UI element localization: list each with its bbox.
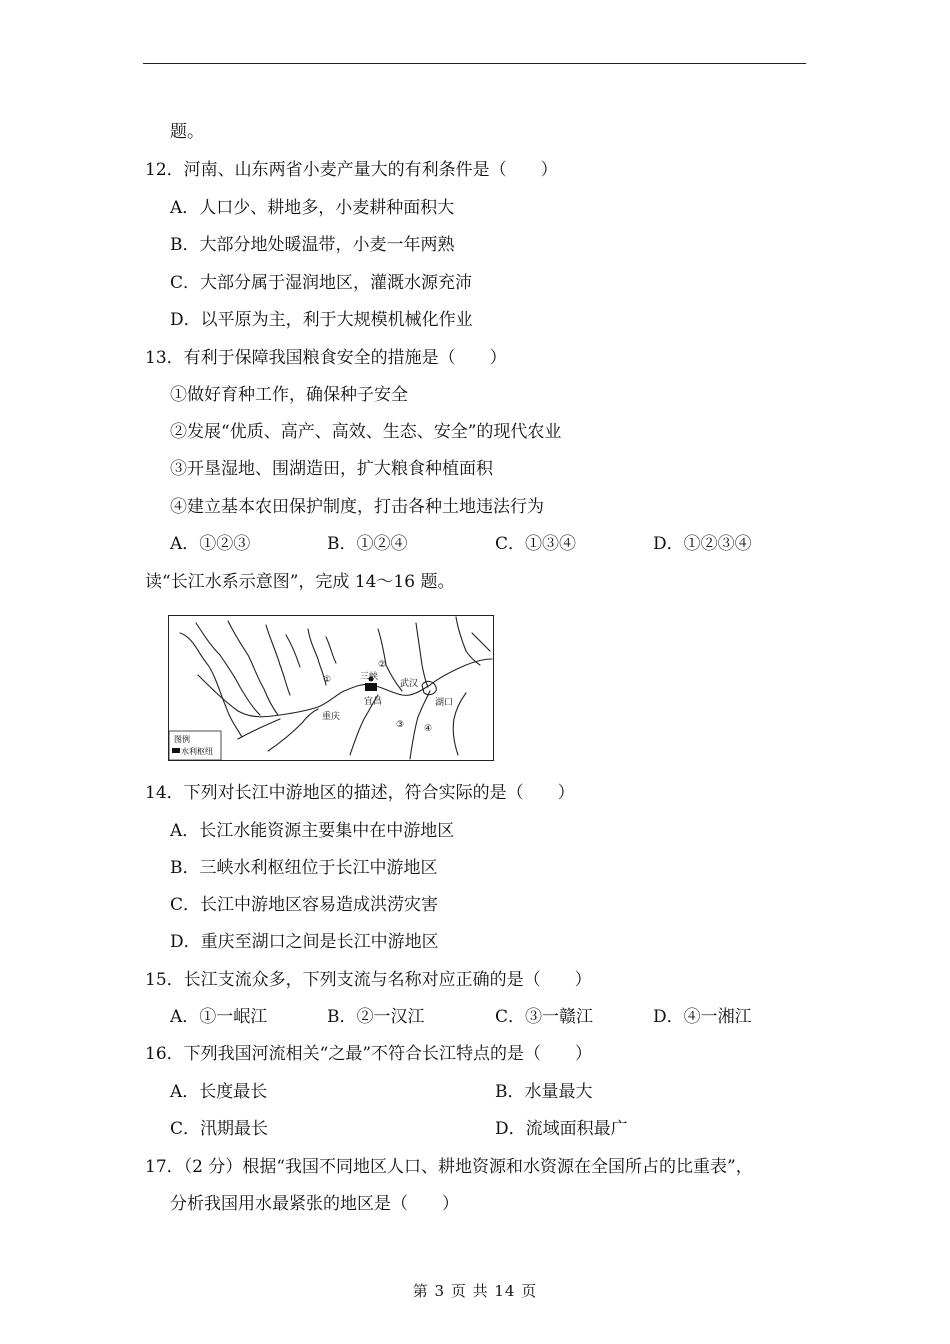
question-15-stem: 15．长江支流众多，下列支流与名称对应正确的是（ ） [145,970,592,990]
question-14-option-a: A．长江水能资源主要集中在中游地区 [170,821,455,841]
question-13-statement-1: ①做好育种工作，确保种子安全 [170,385,408,405]
question-16-option-c: C．汛期最长 [170,1119,269,1139]
map-legend [169,731,221,760]
continued-text: 题。 [170,122,204,142]
question-16-option-a: A．长度最长 [170,1082,268,1102]
label-wuhan: 武汉 [400,679,419,689]
question-15-option-c: C．③一赣江 [495,1007,594,1027]
label-hukou: 湖口 [435,698,454,708]
question-12-option-b: B．大部分地处暖温带，小麦一年两熟 [170,235,455,255]
question-14-option-c: C．长江中游地区容易造成洪涝灾害 [170,895,439,915]
legend-item-dam: 水利枢纽 [181,747,213,756]
legend-title: 图例 [174,735,190,744]
question-12-stem: 12．河南、山东两省小麦产量大的有利条件是（ ） [145,160,558,180]
map-intro: 读“长江水系示意图”，完成 14～16 题。 [145,572,455,592]
question-16-option-d: D．流域面积最广 [495,1119,628,1139]
question-13-stem: 13．有利于保障我国粮食安全的措施是（ ） [145,348,507,368]
question-16-stem: 16．下列我国河流相关“之最”不符合长江特点的是（ ） [145,1044,593,1064]
question-12-option-c: C．大部分属于湿润地区，灌溉水源充沛 [170,273,473,293]
label-yichang: 宜昌 [364,697,383,707]
question-14-option-d: D．重庆至湖口之间是长江中游地区 [170,932,439,952]
question-13-option-c: C．①③④ [495,534,577,554]
question-14-option-b: B．三峡水利枢纽位于长江中游地区 [170,858,438,878]
label-marker-2: ② [378,660,387,670]
header-rule [143,63,806,64]
three-gorges-dam-marker [365,683,377,691]
question-13-statement-2: ②发展“优质、高产、高效、生态、安全”的现代农业 [170,422,562,442]
question-15-option-d: D．④一湘江 [653,1007,752,1027]
question-13-option-b: B．①②④ [327,534,408,554]
question-14-stem: 14．下列对长江中游地区的描述，符合实际的是（ ） [145,783,575,803]
question-12-option-a: A．人口少、耕地多，小麦耕种面积大 [170,198,455,218]
question-13-option-a: A．①②③ [170,534,251,554]
label-marker-3: ③ [396,720,405,730]
question-17-stem-cont: 分析我国用水最紧张的地区是（ ） [170,1194,459,1214]
question-13-statement-4: ④建立基本农田保护制度，打击各种土地违法行为 [170,497,544,517]
question-17-stem: 17．（2 分）根据“我国不同地区人口、耕地资源和水资源在全国所占的比重表”， [145,1157,753,1177]
question-15-option-b: B．②一汉江 [327,1007,425,1027]
label-sanxia: 三峡 [360,672,379,682]
question-15-option-a: A．①一岷江 [170,1007,268,1027]
question-13-statement-3: ③开垦湿地、围湖造田，扩大粮食种植面积 [170,459,493,479]
yangtze-river-map [168,615,494,761]
question-16-option-b: B．水量最大 [495,1082,593,1102]
question-13-option-d: D．①②③④ [653,534,752,554]
label-marker-1: ① [323,675,332,685]
label-chongqing: 重庆 [322,712,341,722]
page-footer: 第 3 页 共 14 页 [412,1282,538,1300]
label-marker-4: ④ [424,724,433,734]
question-12-option-d: D．以平原为主，利于大规模机械化作业 [170,310,473,330]
